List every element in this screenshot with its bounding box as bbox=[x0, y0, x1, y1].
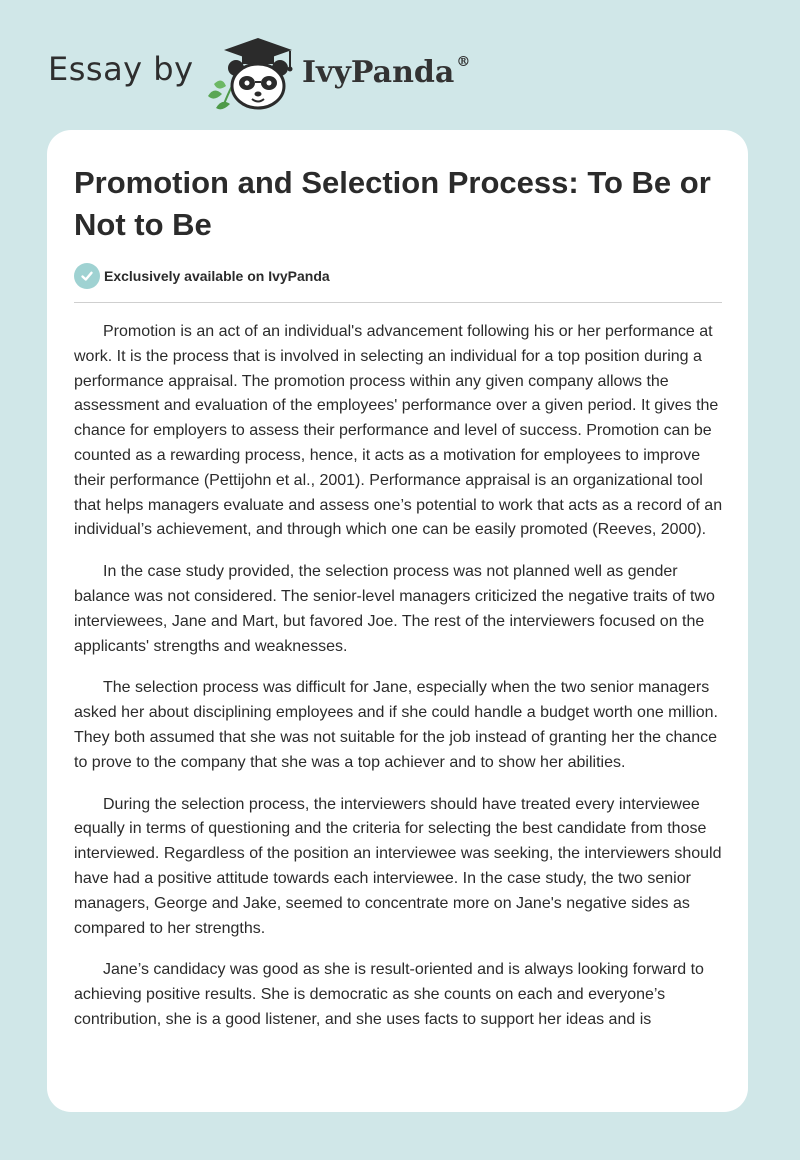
essay-card bbox=[47, 130, 748, 1112]
title-divider bbox=[74, 302, 722, 303]
paragraph: In the case study provided, the selection process was not planned well as gender balance was not considered. The senior-level managers criticized the negative traits of two interviewees, Jane and Mart, but favored Joe. The rest of the interviewers focused on the applicants' strengths and weaknesses. bbox=[74, 563, 715, 655]
paragraph: The selection process was difficult for Jane, especially when the two senior managers asked her about disciplining employees and if she could handle a budget worth one million. They both assumed that she was not suitable for the job instead of granting her the chance to prove to the company that she was a top achiever and to show her abilities. bbox=[74, 679, 718, 771]
paragraph: Promotion is an act of an individual's advancement following his or her performance at work. It is the process that is involved in selecting an individual for a top position during a performance appraisal. The promotion process within any given company allows the assessment and evaluation of the employees' performance over a given period. It gives the chance for employers to assess their performance and level of success. Promotion can be counted as a rewarding process, hence, it acts as a motivation for employees to improve their performance (Pettijohn et al., 2001). Performance appraisal is an organizational tool that helps managers evaluate and assess one’s potential to work that acts as a record of an individual’s achievement, and through which one can be easily promoted (Reeves, 2000). bbox=[74, 323, 723, 539]
exclusive-badge-text: Exclusively available on IvyPanda bbox=[104, 268, 330, 284]
essay-title: Promotion and Selection Process: To Be or Not to Be bbox=[74, 165, 711, 242]
brand-label: IvyPanda bbox=[302, 55, 455, 90]
exclusive-badge bbox=[74, 263, 330, 289]
brand-name[interactable] bbox=[302, 54, 470, 90]
paragraph: During the selection process, the interviewers should have treated every interviewee equally in terms of questioning and the criteria for selecting the best candidate from those interviewed. Regardless of the position an interviewee was seeking, the interviewers should have had a positive attitude towards each interviewee. In the case study, the two senior managers, George and Jake, seemed to concentrate more on Jane's negative sides as compared to her strengths. bbox=[74, 795, 722, 937]
check-circle-icon bbox=[74, 263, 100, 289]
panda-logo-icon[interactable] bbox=[200, 36, 300, 110]
paragraph: Jane’s candidacy was good as she is result-oriented and is always looking forward to achieving positive results. She is democratic as she counts on each and everyone’s contribution, she is a good listener, and she uses facts to support her ideas and is bbox=[74, 961, 704, 1028]
site-header bbox=[48, 30, 568, 110]
essay-body bbox=[74, 320, 724, 1050]
registered-mark: ® bbox=[456, 54, 471, 70]
essay-by-label: Essay by bbox=[48, 50, 194, 88]
